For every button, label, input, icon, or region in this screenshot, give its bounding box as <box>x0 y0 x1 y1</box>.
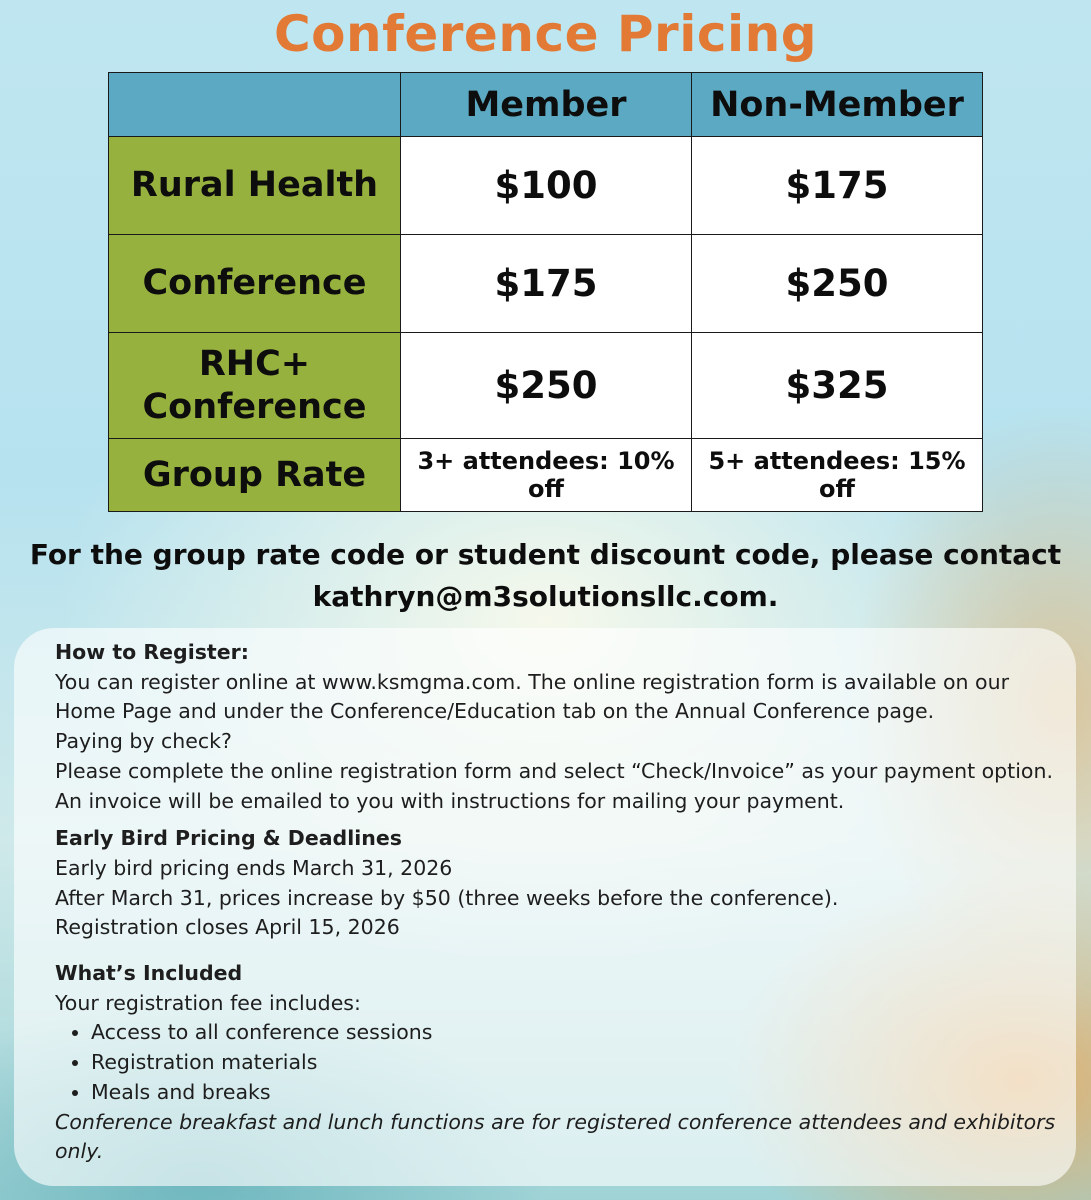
row-label: Conference <box>109 235 401 333</box>
check-question: Paying by check? <box>55 729 232 754</box>
early-bird-line: Early bird pricing ends March 31, 2026 <box>55 855 453 880</box>
row-label <box>109 333 401 439</box>
contact-line: For the group rate code or student discount code, please contact <box>29 538 1062 571</box>
included-intro: Your registration fee includes: <box>55 990 361 1015</box>
early-bird-section <box>55 824 1056 943</box>
included-heading: What’s Included <box>55 961 243 986</box>
member-price: $100 <box>401 137 692 235</box>
early-bird-line: Registration closes April 15, 2026 <box>55 915 400 940</box>
table-header-row <box>109 73 983 137</box>
row-label-line: Conference <box>142 386 367 427</box>
table-row <box>109 235 983 333</box>
register-text: You can register online at www.ksmgma.com. The online registration form is available on our Home Page and under the Conference/Education tab on the Annual Conference page. <box>55 669 1010 724</box>
table-header-member: Member <box>401 73 692 137</box>
row-label-line: RHC+ <box>198 343 311 384</box>
register-heading: How to Register: <box>55 640 249 664</box>
non-member-price: $175 <box>692 137 983 235</box>
table-row <box>109 333 983 439</box>
table-row <box>109 137 983 235</box>
list-item: • Access to all conference sessions <box>91 1018 1056 1048</box>
register-section <box>55 638 1056 816</box>
early-bird-line: After March 31, prices increase by $50 (three weeks before the conference). <box>55 885 839 910</box>
contact-note <box>0 534 1091 618</box>
included-section <box>55 959 1056 1167</box>
included-list <box>55 1018 1056 1107</box>
non-member-price: $325 <box>692 333 983 439</box>
row-label: Rural Health <box>109 137 401 235</box>
table-row <box>109 439 983 512</box>
info-panel <box>14 628 1076 1186</box>
page-title: Conference Pricing <box>273 5 818 63</box>
table-header-corner <box>109 73 401 137</box>
list-item: • Meals and breaks <box>91 1078 1056 1108</box>
check-text: Please complete the online registration form and select “Check/Invoice” as your payment option. An invoice will be emailed to you with instructions for mailing your payment. <box>55 758 1053 813</box>
included-note: Conference breakfast and lunch functions are for registered conference attendees and exhibitors only. <box>55 1109 1056 1164</box>
row-label: Group Rate <box>109 439 401 512</box>
member-group-rate: 3+ attendees: 10% off <box>401 439 692 512</box>
member-price: $250 <box>401 333 692 439</box>
early-bird-heading: Early Bird Pricing & Deadlines <box>55 826 402 851</box>
contact-email: kathryn@m3solutionsllc.com. <box>312 580 779 613</box>
non-member-price: $250 <box>692 235 983 333</box>
pricing-table <box>108 72 983 512</box>
non-member-group-rate: 5+ attendees: 15% off <box>692 439 983 512</box>
list-item: • Registration materials <box>91 1048 1056 1078</box>
table-header-non-member: Non-Member <box>692 73 983 137</box>
member-price: $175 <box>401 235 692 333</box>
